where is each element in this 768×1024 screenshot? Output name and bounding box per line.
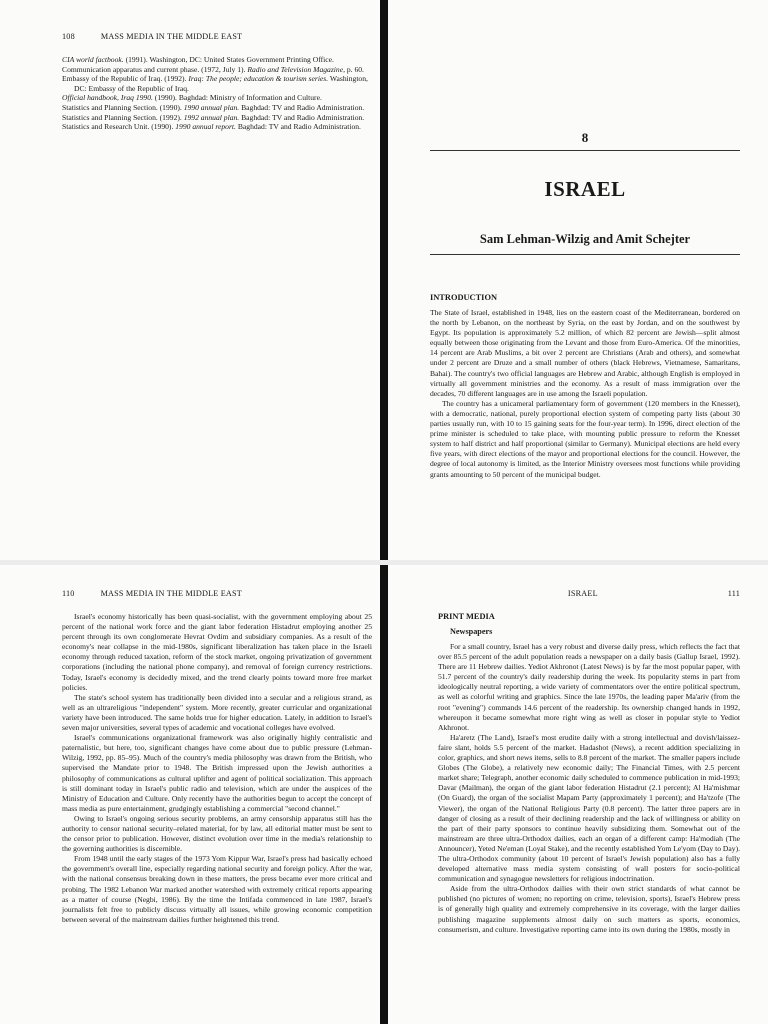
- paragraph: Owing to Israel's ongoing serious security problems, an army censorship apparatus still has the authority to censor national security–related material, for by law, all editorial matter must be sent to the censor prior to publication. However, distinct evolution over time in the media's relationship to the governing authorities is discernible.: [62, 813, 372, 854]
- book-gutter-shadow: [380, 565, 388, 1024]
- paragraph: Ha'aretz (The Land), Israel's most erudite daily with a strong intellectual and dovish/laissez-faire slant, holds 5.5 percent of the market. Hadashot (News), a recent addition specializing in color, graphics, and short news items, sells to 8.8 percent of the market. The smaller papers include Globes (The Globe), a relatively new economic daily; The Financial Times, with 2.5 percent market share; Telegraph, another economic daily scheduled to commence publication in mid-1993; Davar (Mailman), the organ of the giant labor federation Histadrut (2.1 percent); Al Ha'mishmar (On Guard), the organ of the socialist Mapam Party (approximately 1 percent); and Ha'tzofe (The Viewer), the organ of the National Religious Party (0.8 percent). The latter three papers are in danger of closing as a result of their declining readership and the lack of willingness or ability on the part of their party sponsors to continue heavily subsidizing them. Somewhat out of the mainstream are three ultra-Orthodox dailies, each an organ of a different camp: Ha'modiah (The Announcer), Yeted Ne'eman (Loyal Stake), and the recently established Yom Le'yom (Day to Day). The ultra-Orthodox community (about 10 percent of Israel's Jewish population) also has a fully developed alternative mass media system consisting of wall posters for socio-political communication and synagogue newsletters for religious indoctrination.: [438, 732, 740, 884]
- reference-item: Statistics and Planning Section. (1992). 1992 annual plan. Baghdad: TV and Radio Administration.: [62, 112, 365, 122]
- page-number: 111: [727, 589, 740, 598]
- paragraph: Israel's economy historically has been quasi-socialist, with the government employing about 25 percent of the national work force and the giant labor federation Histadrut employing another 25 percent through its own conglomerate Hevrat Ovdim and subsidiary companies. As a result of the economy's near collapse in the mid-1980s, significant liberalization has taken place in the Israeli economy through reduced taxation, reform of the stock market, ongoing privatization of government corporations (including the national phone company), and removal of foreign currency restrictions. Today, Israel's economy is decidedly mixed, and the trend clearly points toward more free market policies.: [62, 612, 372, 692]
- chapter-number: 8: [430, 130, 740, 151]
- running-header: [62, 32, 372, 41]
- page-number: 108: [62, 32, 75, 41]
- chapter-authors: Sam Lehman-Wilzig and Amit Schejter: [430, 232, 740, 255]
- reference-item: CIA world factbook. (1991). Washington, DC: United States Government Printing Office.: [62, 55, 334, 64]
- paragraph: The State of Israel, established in 1948, lies on the eastern coast of the Mediterranean, bordered on the north by Lebanon, on the northeast by Syria, on the east by Jordan, and on the southwest by Egypt. Its population is approximately 5.2 million, of which 82 percent are Jewish—split almost equally between those originating from the Levant and those from Euro-America. Of the minorities, 14 percent are Arab Muslims, a bit over 2 percent are Christians (Arab and others), and somewhat under 2 percent are Druze and a small number of others (black Hebrews, Vietnamese, Samaritans, Bahai). The country's two official languages are Hebrew and Arabic, although English is employed in virtually all government ministries and the economy. As a result of mass immigration over the decades, 70 different languages are in use among the Israeli population.: [430, 308, 740, 398]
- reference-item: Statistics and Planning Section. (1990). 1990 annual plan. Baghdad: TV and Radio Administration.: [62, 102, 365, 112]
- subsection-heading: Newspapers: [450, 627, 493, 636]
- paragraph: The state's school system has traditionally been divided into a secular and a religious strand, as well as an ultrareligious "independent" system. More recently, greater curricular and organizational variety have been introduced. The same holds true for higher education. Lately, in addition to Israel's seven major universities, several types of academic and vocational colleges have evolved.: [62, 692, 372, 733]
- page-108: [0, 0, 382, 560]
- reference-item: Embassy of the Republic of Iraq. (1992). Iraq: The people; education & tourism series. Washington, DC: Embassy of the Republic of Iraq.: [62, 74, 368, 93]
- page-111: [386, 565, 768, 1024]
- running-head-title: MASS MEDIA IN THE MIDDLE EAST: [100, 32, 243, 41]
- section-heading: PRINT MEDIA: [438, 612, 495, 621]
- reference-item: Communication apparatus and current phase. (1972, July 1). Radio and Television Magazine, p. 60.: [62, 64, 364, 74]
- chapter-title: ISRAEL: [544, 177, 626, 201]
- page-110: [0, 565, 382, 1024]
- book-gutter-shadow: [380, 0, 388, 560]
- paragraph: From 1948 until the early stages of the 1973 Yom Kippur War, Israel's press had basically echoed the government's overall line, especially regarding national security and foreign policy. After the war, with the national consensus breaking down in these matters, the press became ever more critical and probing. The 1982 Lebanon War marked another watershed with extremely critical reports appearing as a matter of course (Negbi, 1986). By the time the Intifada commenced in late 1987, Israel's journalists felt free to publicly discuss virtually all issues, while growing economic competition between several of the mainstream dailies further heightened this trend.: [62, 854, 372, 924]
- page-109: [386, 0, 768, 560]
- paragraph: Aside from the ultra-Orthodox dailies with their own strict standards of what cannot be published (no pictures of women; no reporting on crime, television, sports), Israel's Hebrew press is of generally high quality and extremely comprehensive in its coverage, with the larger dailies publishing magazine supplements almost daily on such matters as sports, economics, consumerism, and culture. Investigative reporting came into its own during the 1980s, mostly in: [438, 884, 740, 934]
- running-header: [438, 589, 740, 598]
- running-head-title: ISRAEL: [567, 589, 598, 598]
- page-number: 110: [62, 589, 75, 598]
- paragraph: The country has a unicameral parliamentary form of government (120 members in the Knesset), with a democratic, national, purely proportional election system of competing party lists (about 30 parties usually run, with 10 to 15 gaining seats for the four-year term). In 1996, direct election of the prime minister is scheduled to take place, with mounting public pressure to reform the Knesset system to half district and half proportional (similar to Germany). Municipal elections are held every five years, with direct elections of the mayor and proportional elections for the council. However, the degree of local autonomy is limited, as the Interior Ministry oversees most functions while providing grants amounting to 50 percent of the municipal budget.: [430, 398, 740, 479]
- reference-item: Official handbook, Iraq 1990. (1990). Baghdad: Ministry of Information and Culture.: [62, 93, 322, 103]
- running-header: [62, 589, 372, 598]
- reference-item: Statistics and Research Unit. (1990). 1990 annual report. Baghdad: TV and Radio Administration.: [62, 122, 361, 132]
- paragraph: Israel's communications organizational framework was also originally highly centralistic and paternalistic, but here, too, significant changes have come about due to public pressure (Lehman-Wilzig, 1992, pp. 85–95). Much of the country's media philosophy was drawn from the British, who supervised the Mandate prior to 1948. The British impressed upon the Jewish authorities a philosophy of communications as cultural uplifter and agent of political socialization. This approach is still dominant today in Israel's public radio and television, which are under the auspices of the Ministry of Education and Culture. Only recently have the authorities begun to accept the concept of mass media as pure entertainment, grudgingly establishing a commercial "second channel.": [62, 733, 372, 813]
- section-heading: INTRODUCTION: [430, 293, 498, 302]
- paragraph: For a small country, Israel has a very robust and diverse daily press, which reflects the fact that over 85.5 percent of the adult population reads a newspaper on a daily basis (Gallup Israel, 1992). There are 11 Hebrew dailies. Yediot Akhronot (Latest News) is by far the most popular paper, with 51.7 percent of the country's daily readership during the week. Its popularity stems in part from ideologically neutral reporting, a wide variety of commentators over the entire political spectrum, as well as colorful writing and graphics. Since the late 1970s, the leading paper Ma'ariv (from the root "evening") commands 14.6 percent of the readership. Its ownership changed hands in 1992, whereupon it became somewhat more right wing as well as closer in popular style to Yediot Akhronot.: [438, 642, 740, 732]
- running-head-title: MASS MEDIA IN THE MIDDLE EAST: [100, 589, 243, 598]
- reference-list: [62, 55, 372, 132]
